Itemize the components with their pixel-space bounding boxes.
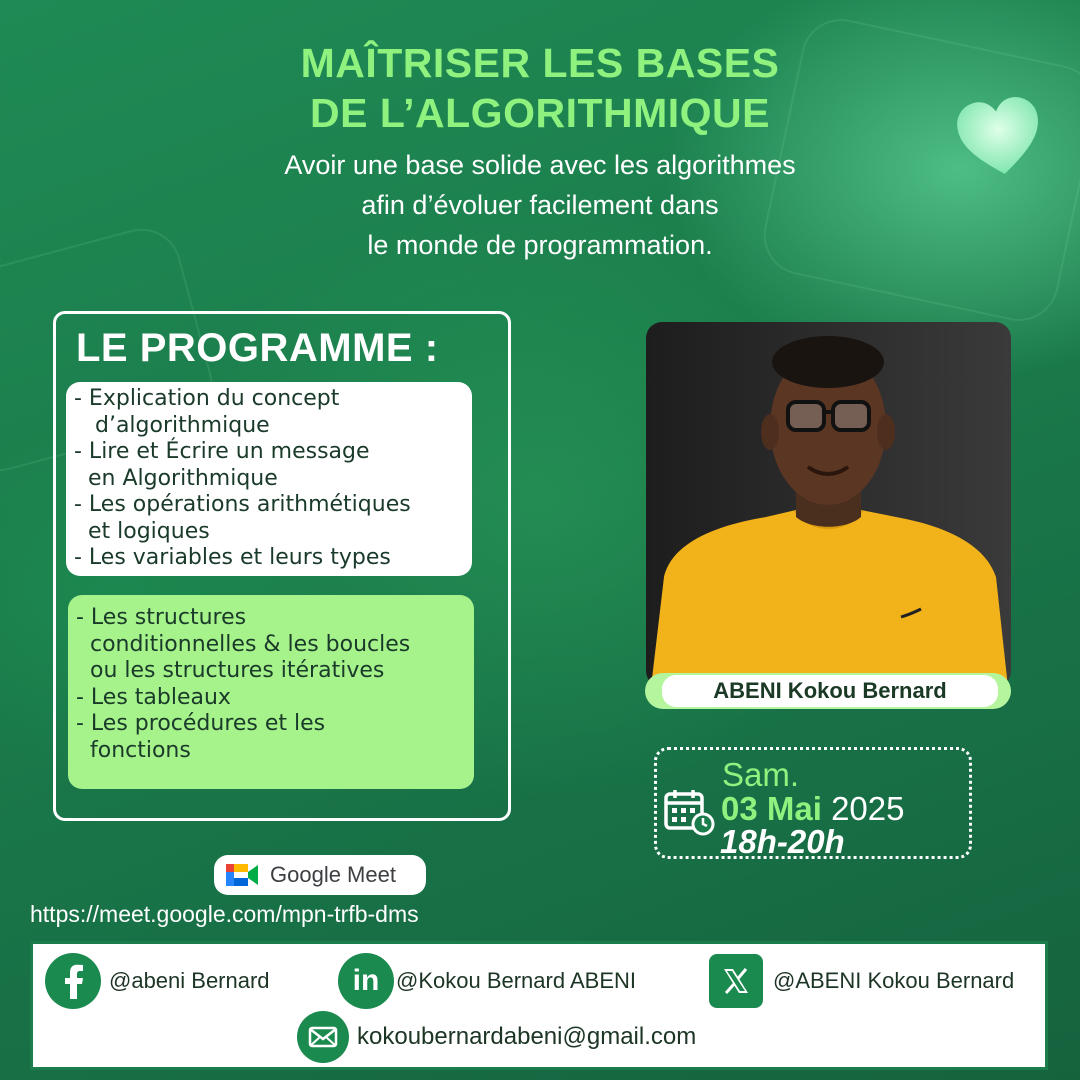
facebook-contact[interactable] xyxy=(45,953,270,1009)
meeting-link[interactable]: https://meet.google.com/mpn-trfb-dms xyxy=(30,901,419,927)
list-item: et logiques xyxy=(74,518,210,544)
google-meet-label: Google Meet xyxy=(270,862,396,887)
event-day: Sam. xyxy=(722,756,800,793)
list-item: en Algorithmique xyxy=(74,465,278,491)
list-item: - Explication du concept xyxy=(74,386,340,411)
portrait-illustration xyxy=(646,322,1011,687)
subtitle-line-1: Avoir une base solide avec les algorithmes xyxy=(284,150,796,180)
list-item: - Les opérations arithmétiques xyxy=(74,492,411,517)
facebook-handle: @abeni Bernard xyxy=(109,968,270,993)
title-line-2: DE L’ALGORITHMIQUE xyxy=(310,90,770,136)
linkedin-contact[interactable] xyxy=(338,953,636,1009)
list-item: ou les structures itératives xyxy=(76,658,385,683)
list-item: - Les procédures et les xyxy=(76,711,326,736)
programme-list-2 xyxy=(68,595,474,789)
x-contact[interactable] xyxy=(709,954,1014,1008)
subtitle-line-2: afin d’évoluer facilement dans xyxy=(361,190,719,220)
list-item: d’algorithmique xyxy=(74,412,270,438)
list-item: - Les structures xyxy=(76,605,247,630)
list-item: conditionnelles & les boucles xyxy=(76,631,411,657)
title-line-1: MAÎTRISER LES BASES xyxy=(300,40,780,86)
speaker-name: ABENI Kokou Bernard xyxy=(662,675,998,707)
google-meet-icon xyxy=(224,860,260,890)
google-meet-badge[interactable] xyxy=(214,855,426,895)
email-address: kokoubernardabeni@gmail.com xyxy=(357,1023,697,1050)
list-item: - Les variables et leurs types xyxy=(74,545,391,570)
linkedin-icon: in xyxy=(338,953,394,1009)
list-item: - Les tableaux xyxy=(76,684,231,710)
event-date: 03 Mai xyxy=(721,790,822,827)
programme-list-1 xyxy=(66,382,472,576)
event-time: 18h-20h xyxy=(720,823,845,860)
speaker-photo xyxy=(646,322,1011,687)
event-year: 2025 xyxy=(831,790,905,827)
subtitle-line-3: le monde de programmation. xyxy=(367,230,713,260)
list-item: - Lire et Écrire un message xyxy=(74,439,370,464)
mail-icon xyxy=(297,1011,349,1063)
linkedin-handle: @Kokou Bernard ABENI xyxy=(396,968,637,993)
programme-heading: LE PROGRAMME : xyxy=(76,326,439,370)
page-title xyxy=(0,38,1080,138)
x-icon xyxy=(709,954,763,1008)
calendar-clock-icon xyxy=(663,788,715,836)
email-contact[interactable] xyxy=(297,1011,696,1063)
facebook-icon xyxy=(45,953,101,1009)
subtitle xyxy=(0,145,1080,265)
x-handle: @ABENI Kokou Bernard xyxy=(773,968,1015,993)
list-item: fonctions xyxy=(76,737,191,763)
